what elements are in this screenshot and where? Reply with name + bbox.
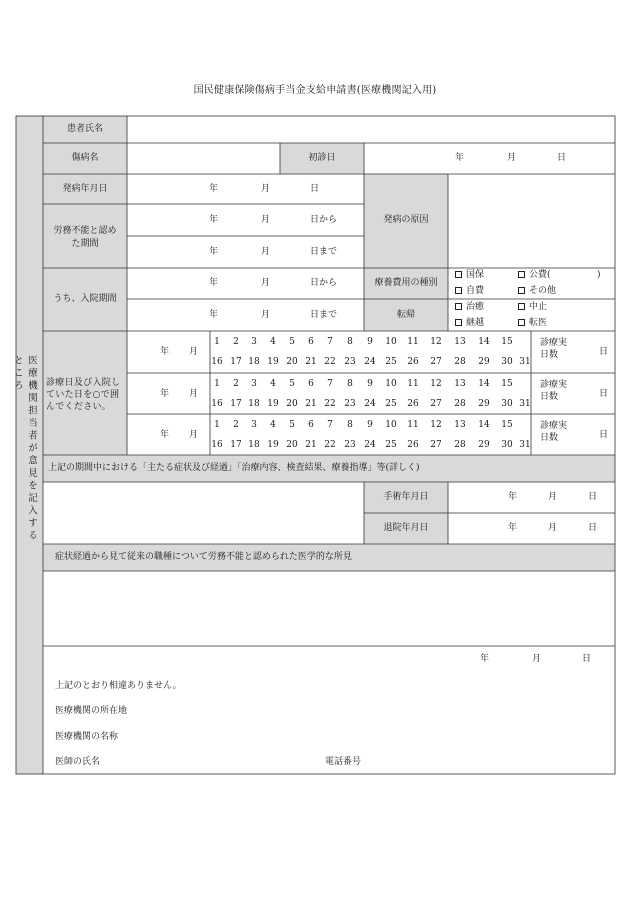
day-number[interactable]: 11 [407,420,419,430]
day-number[interactable]: 19 [267,440,279,450]
days-count-unit: 日 [599,389,609,399]
days-count-unit: 日 [599,347,609,357]
checkbox-icon [518,303,525,310]
label-days-count: 診療実日数 [540,421,568,443]
unable-from-day: 日から [310,215,338,225]
visit-block-year: 年 [160,389,170,399]
day-number[interactable]: 29 [478,357,490,367]
day-number[interactable]: 31 [519,440,531,450]
day-number[interactable]: 26 [407,357,419,367]
day-number[interactable]: 2 [233,379,239,389]
day-number[interactable]: 26 [407,440,419,450]
checkbox-icon [455,303,462,310]
day-number[interactable]: 25 [385,357,397,367]
day-number[interactable]: 16 [211,440,223,450]
certify-text: 上記のとおり相違ありません。 [55,681,182,691]
day-number[interactable]: 6 [308,420,314,430]
day-number[interactable]: 22 [324,440,336,450]
sign-year: 年 [480,654,490,664]
label-cost-type: 療養費用の種別 [374,278,438,288]
day-number[interactable]: 6 [308,337,314,347]
day-number[interactable]: 10 [385,379,397,389]
label-address: 医療機関の所在地 [55,706,128,716]
sign-day: 日 [582,654,592,664]
label-days-count: 診療実日数 [540,380,568,402]
day-number[interactable]: 19 [267,357,279,367]
day-number[interactable]: 14 [478,337,490,347]
unable-to-month: 月 [261,247,271,257]
label-unable-period: 労務不能と認めた期間 [53,226,117,249]
first-visit-year: 年 [455,153,465,163]
day-number[interactable]: 15 [501,420,513,430]
day-number[interactable]: 1 [214,337,220,347]
day-number[interactable]: 31 [519,357,531,367]
surgery-year: 年 [508,492,518,502]
checkbox-icon [455,271,462,278]
visit-block-month: 月 [189,389,199,399]
first-visit-month: 月 [507,153,517,163]
day-number[interactable]: 27 [430,399,442,409]
day-number[interactable]: 24 [364,357,376,367]
label-onset-date: 発病年月日 [62,184,108,194]
day-number[interactable]: 21 [305,440,317,450]
day-number[interactable]: 10 [385,337,397,347]
symptoms-header: 上記の期間中における「主たる症状及び経過」「治療内容、検査結果、療養指導」等(詳しく) [48,463,420,473]
day-number[interactable]: 17 [230,440,242,450]
day-number[interactable]: 24 [364,440,376,450]
day-number[interactable]: 15 [501,379,513,389]
day-number[interactable]: 6 [308,379,314,389]
cost-option-other[interactable]: その他 [518,286,556,297]
hosp-from-month: 月 [261,278,271,288]
discharge-day: 日 [588,523,598,533]
label-days-count: 診療実日数 [540,338,568,360]
outcome-option-transfer[interactable]: 転医 [518,318,547,329]
day-number[interactable]: 17 [230,357,242,367]
day-number[interactable]: 12 [430,337,442,347]
day-number[interactable]: 30 [501,440,513,450]
day-number[interactable]: 3 [251,337,257,347]
form-title: 国民健康保険傷病手当金支給申請書(医療機関記入用) [193,85,437,96]
day-number[interactable]: 25 [385,440,397,450]
day-number[interactable]: 22 [324,399,336,409]
day-number[interactable]: 4 [270,337,276,347]
day-number[interactable]: 21 [305,399,317,409]
day-number[interactable]: 18 [248,357,260,367]
day-number[interactable]: 7 [327,379,333,389]
day-number[interactable]: 20 [286,399,298,409]
day-number[interactable]: 30 [501,357,513,367]
label-disease-name: 傷病名 [71,153,99,163]
checkbox-icon [455,287,462,294]
day-number[interactable]: 26 [407,399,419,409]
checkbox-icon [518,271,525,278]
checkbox-icon [518,319,525,326]
label-hospital-period: うち、入院期間 [53,294,117,304]
day-number[interactable]: 8 [347,337,353,347]
unable-from-month: 月 [261,215,271,225]
visit-block-month: 月 [189,430,199,440]
label-patient-name: 患者氏名 [66,124,103,134]
day-number[interactable]: 21 [305,357,317,367]
unable-to-day: 日まで [310,247,338,257]
label-visit-days-instr: 診療日及び入院していた日を○で囲んでください。 [46,378,121,412]
day-number[interactable]: 9 [367,420,373,430]
day-number[interactable]: 28 [454,399,466,409]
day-number[interactable]: 12 [430,420,442,430]
day-number[interactable]: 8 [347,420,353,430]
hosp-from-day: 日から [310,278,338,288]
surgery-day: 日 [588,492,598,502]
day-number[interactable]: 18 [248,440,260,450]
day-number[interactable]: 22 [324,357,336,367]
onset-year: 年 [209,184,219,194]
day-number[interactable]: 7 [327,420,333,430]
day-number[interactable]: 19 [267,399,279,409]
day-number[interactable]: 15 [501,337,513,347]
visit-block-month: 月 [189,347,199,357]
label-surgery-date: 手術年月日 [383,492,429,502]
day-number[interactable]: 1 [214,420,220,430]
day-number[interactable]: 29 [478,440,490,450]
hosp-to-day: 日まで [310,310,338,320]
day-number[interactable]: 24 [364,399,376,409]
cost-paren-close: ) [597,270,601,280]
day-number[interactable]: 11 [407,337,419,347]
side-label: 医療機関担当者が意見を記入するところ [12,355,37,543]
unable-from-year: 年 [209,215,219,225]
label-discharge-date: 退院年月日 [383,523,429,533]
visit-block-year: 年 [160,347,170,357]
day-number[interactable]: 23 [344,440,356,450]
cost-option-kokuho[interactable]: 国保 [455,270,484,281]
day-number[interactable]: 7 [327,337,333,347]
checkbox-icon [455,319,462,326]
label-outcome: 転帰 [396,310,415,320]
onset-month: 月 [261,184,271,194]
day-number[interactable]: 28 [454,440,466,450]
day-number[interactable]: 13 [454,379,466,389]
day-number[interactable]: 4 [270,420,276,430]
hosp-from-year: 年 [209,278,219,288]
day-number[interactable]: 14 [478,379,490,389]
unable-to-year: 年 [209,247,219,257]
day-number[interactable]: 29 [478,399,490,409]
day-number[interactable]: 27 [430,440,442,450]
day-number[interactable]: 27 [430,357,442,367]
label-doctor: 医師の氏名 [55,757,101,767]
day-number[interactable]: 18 [248,399,260,409]
first-visit-day: 日 [557,153,567,163]
visit-block-year: 年 [160,430,170,440]
cost-option-kouhi[interactable]: 公費( [518,270,551,281]
day-number[interactable]: 17 [230,399,242,409]
day-number[interactable]: 31 [519,399,531,409]
outcome-option-stopped[interactable]: 中止 [518,302,547,313]
day-number[interactable]: 9 [367,379,373,389]
day-number[interactable]: 2 [233,337,239,347]
discharge-month: 月 [548,523,558,533]
day-number[interactable]: 25 [385,399,397,409]
onset-day: 日 [310,184,320,194]
outcome-option-continued[interactable]: 継越 [455,318,484,329]
day-number[interactable]: 16 [211,399,223,409]
day-number[interactable]: 16 [211,357,223,367]
checkbox-icon [518,287,525,294]
day-number[interactable]: 14 [478,420,490,430]
day-number[interactable]: 10 [385,420,397,430]
cost-option-jihi[interactable]: 自費 [455,286,484,297]
day-number[interactable]: 3 [251,420,257,430]
hosp-to-month: 月 [261,310,271,320]
day-number[interactable]: 11 [407,379,419,389]
days-count-unit: 日 [599,430,609,440]
day-number[interactable]: 1 [214,379,220,389]
day-number[interactable]: 5 [289,379,295,389]
label-institution: 医療機関の名称 [55,732,119,742]
day-number[interactable]: 20 [286,357,298,367]
surgery-month: 月 [548,492,558,502]
label-phone: 電話番号 [325,757,362,767]
label-first-visit: 初診日 [308,153,336,163]
day-number[interactable]: 23 [344,357,356,367]
day-number[interactable]: 9 [367,337,373,347]
day-number[interactable]: 5 [289,337,295,347]
day-number[interactable]: 13 [454,420,466,430]
day-number[interactable]: 3 [251,379,257,389]
hosp-to-year: 年 [209,310,219,320]
label-cause: 発病の原因 [383,215,429,225]
day-number[interactable]: 23 [344,399,356,409]
day-number[interactable]: 30 [501,399,513,409]
day-number[interactable]: 4 [270,379,276,389]
day-number[interactable]: 13 [454,337,466,347]
day-number[interactable]: 20 [286,440,298,450]
day-number[interactable]: 2 [233,420,239,430]
day-number[interactable]: 12 [430,379,442,389]
day-number[interactable]: 8 [347,379,353,389]
outcome-option-cured[interactable]: 治癒 [455,302,484,313]
discharge-year: 年 [508,523,518,533]
day-number[interactable]: 28 [454,357,466,367]
sign-month: 月 [532,654,542,664]
findings-header: 症状経過から見て従来の職種について労務不能と認められた医学的な所見 [55,552,352,562]
day-number[interactable]: 5 [289,420,295,430]
